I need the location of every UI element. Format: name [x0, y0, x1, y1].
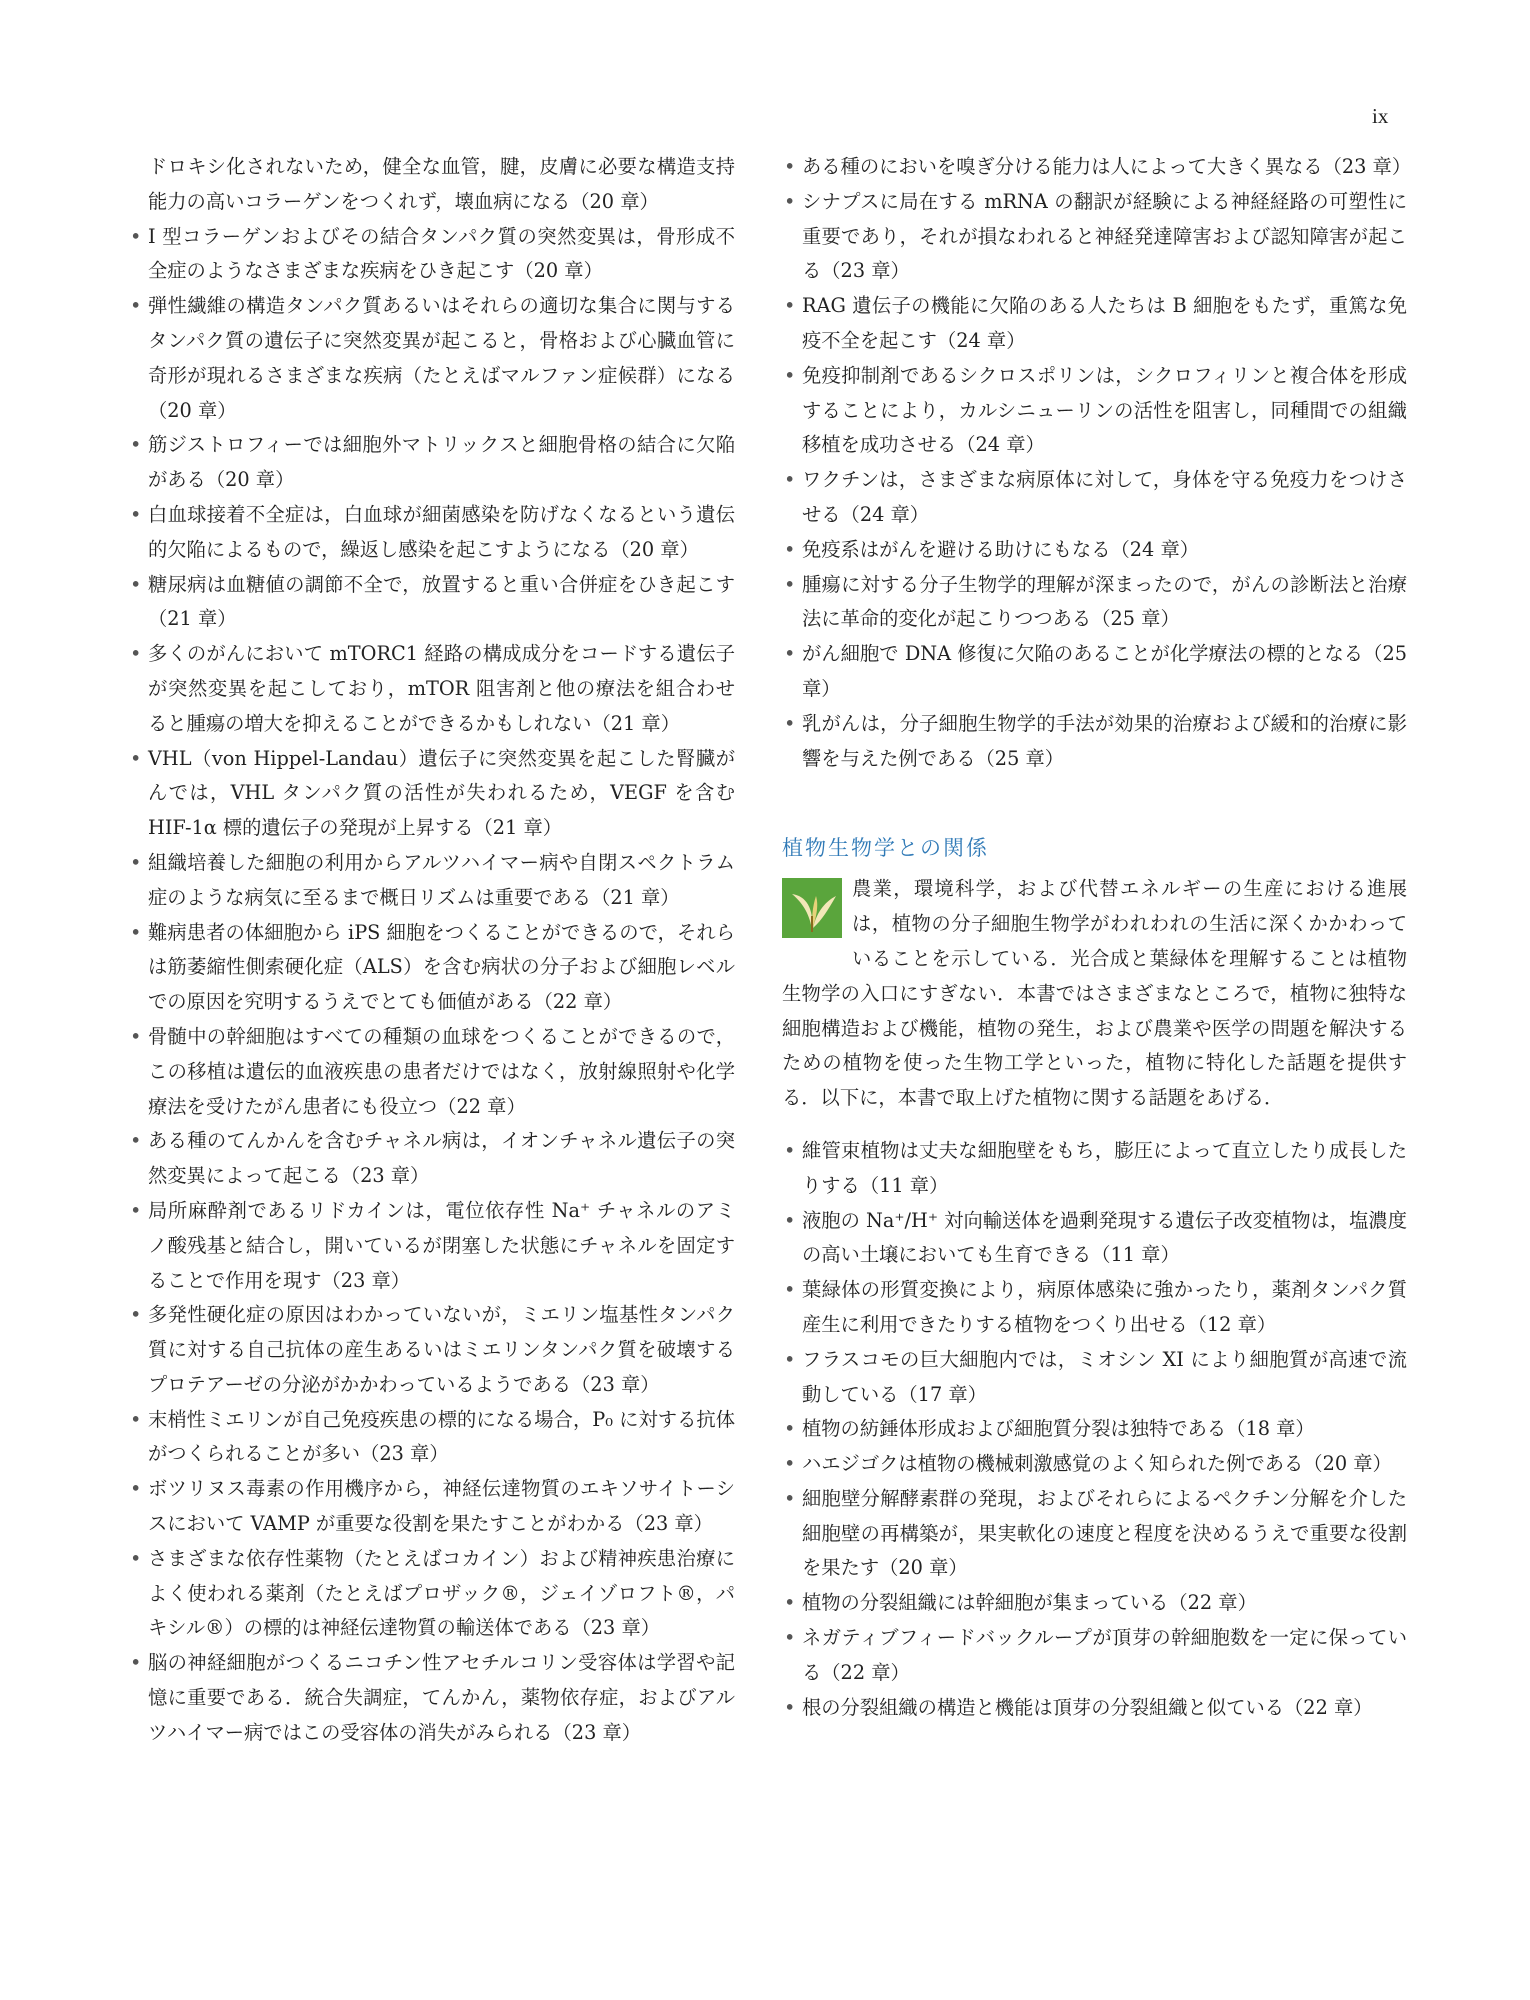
list-item: • フラスコモの巨大細胞内では，ミオシン XI により細胞質が高速で流動している（17 章）: [782, 1343, 1407, 1413]
list-item: • ある種のにおいを嗅ぎ分ける能力は人によって大きく異なる（23 章）: [782, 150, 1407, 185]
list-item: • 根の分裂組織の構造と機能は頂芽の分裂組織と似ている（22 章）: [782, 1691, 1407, 1726]
page-number: ix: [1372, 104, 1389, 128]
list-item: • RAG 遺伝子の機能に欠陥のある人たちは B 細胞をもたず，重篤な免疫不全を起こす（24 章）: [782, 289, 1407, 359]
plant-leaf-icon: [782, 878, 842, 938]
list-item: • 組織培養した細胞の利用からアルツハイマー病や自閉スペクトラム症のような病気に至るまで概日リズムは重要である（21 章）: [128, 846, 735, 916]
right-bullet-list: [782, 150, 1412, 776]
list-item: • 糖尿病は血糖値の調節不全で，放置すると重い合併症をひき起こす（21 章）: [128, 568, 735, 638]
list-item: • 白血球接着不全症は，白血球が細菌感染を防げなくなるという遺伝的欠陥によるもので，繰返し感染を起こすようになる（20 章）: [128, 498, 735, 568]
list-item: • 多発性硬化症の原因はわかっていないが，ミエリン塩基性タンパク質に対する自己抗体の産生あるいはミエリンタンパク質を破壊するプロテアーゼの分泌がかかわっているようである（23 章）: [128, 1298, 735, 1402]
list-item: • 免疫抑制剤であるシクロスポリンは，シクロフィリンと複合体を形成することにより，カルシニューリンの活性を阻害し，同種間での組織移植を成功させる（24 章）: [782, 359, 1407, 463]
list-item: • 多くのがんにおいて mTORC1 経路の構成成分をコードする遺伝子が突然変異を起こしており，mTOR 阻害剤と他の療法を組合わせると腫瘍の増大を抑えることができるかもしれない（21 章）: [128, 637, 735, 741]
left-column: [128, 150, 735, 1751]
list-item: • 難病患者の体細胞から iPS 細胞をつくることができるので，それらは筋萎縮性側索硬化症（ALS）を含む病状の分子および細胞レベルでの原因を究明するうえでとても価値がある（22 章）: [128, 916, 735, 1020]
list-item: • ネガティブフィードバックループが頂芽の幹細胞数を一定に保っている（22 章）: [782, 1621, 1407, 1691]
section-intro: [782, 872, 1407, 1116]
section-intro-text: 農業，環境科学，および代替エネルギーの生産における進展は，植物の分子細胞生物学がわれわれの生活に深くかかわっていることを示している．光合成と葉緑体を理解することは植物生物学の入口にすぎない．本書ではさまざまなところで，植物に独特な細胞構造および機能，植物の発生，および農業や医学の問題を解決するための植物を使った生物工学といった，植物に特化した話題を提供する．以下に，本書で取上げた植物に関する話題をあげる．: [782, 877, 1407, 1110]
section-title: 植物生物学との関係: [782, 836, 989, 861]
list-item: • シナプスに局在する mRNA の翻訳が経験による神経経路の可塑性に重要であり，それが損なわれると神経発達障害および認知障害が起こる（23 章）: [782, 185, 1407, 289]
list-item: • 液胞の Na⁺/H⁺ 対向輸送体を過剰発現する遺伝子改変植物は，塩濃度の高い土壌においても生育できる（11 章）: [782, 1204, 1407, 1274]
list-item: • さまざまな依存性薬物（たとえばコカイン）および精神疾患治療によく使われる薬剤（たとえばプロザック®，ジェイゾロフト®，パキシル®）の標的は神経伝達物質の輸送体である（23 章）: [128, 1542, 735, 1646]
list-item: • 植物の分裂組織には幹細胞が集まっている（22 章）: [782, 1586, 1407, 1621]
list-item: • がん細胞で DNA 修復に欠陥のあることが化学療法の標的となる（25 章）: [782, 637, 1407, 707]
list-item: • 植物の紡錘体形成および細胞質分裂は独特である（18 章）: [782, 1412, 1407, 1447]
list-item: • 弾性繊維の構造タンパク質あるいはそれらの適切な集合に関与するタンパク質の遺伝子に突然変異が起こると，骨格および心臓血管に奇形が現れるさまざまな疾病（たとえばマルファン症候群）になる（20 章）: [128, 289, 735, 428]
list-item: • 免疫系はがんを避ける助けにもなる（24 章）: [782, 533, 1407, 568]
list-item: • 乳がんは，分子細胞生物学的手法が効果的治療および緩和的治療に影響を与えた例である（25 章）: [782, 707, 1407, 777]
list-item: • ハエジゴクは植物の機械刺激感覚のよく知られた例である（20 章）: [782, 1447, 1407, 1482]
list-item: • 筋ジストロフィーでは細胞外マトリックスと細胞骨格の結合に欠陥がある（20 章）: [128, 428, 735, 498]
left-bullet-list: [128, 150, 735, 1751]
list-item: • 骨髄中の幹細胞はすべての種類の血球をつくることができるので，この移植は遺伝的血液疾患の患者だけではなく，放射線照射や化学療法を受けたがん患者にも役立つ（22 章）: [128, 1020, 735, 1124]
list-item: • VHL（von Hippel-Landau）遺伝子に突然変異を起こした腎臓がんでは，VHL タンパク質の活性が失われるため，VEGF を含む HIF-1α 標的遺伝子の発現が上昇する（21 章）: [128, 742, 735, 846]
list-item: • ある種のてんかんを含むチャネル病は，イオンチャネル遺伝子の突然変異によって起こる（23 章）: [128, 1124, 735, 1194]
list-item: • ボツリヌス毒素の作用機序から，神経伝達物質のエキソサイトーシスにおいて VAMP が重要な役割を果たすことがわかる（23 章）: [128, 1472, 735, 1542]
list-item: • ワクチンは，さまざまな病原体に対して，身体を守る免疫力をつけさせる（24 章）: [782, 463, 1407, 533]
right-column: [782, 150, 1412, 1725]
list-item: • 脳の神経細胞がつくるニコチン性アセチルコリン受容体は学習や記憶に重要である．統合失調症，てんかん，薬物依存症，およびアルツハイマー病ではこの受容体の消失がみられる（23 章）: [128, 1646, 735, 1750]
list-item: • 局所麻酔剤であるリドカインは，電位依存性 Na⁺ チャネルのアミノ酸残基と結合し，開いているが閉塞した状態にチャネルを固定することで作用を現す（23 章）: [128, 1194, 735, 1298]
list-item: • 末梢性ミエリンが自己免疫疾患の標的になる場合，P₀ に対する抗体がつくられることが多い（23 章）: [128, 1403, 735, 1473]
list-item: • 腫瘍に対する分子生物学的理解が深まったので，がんの診断法と治療法に革命的変化が起こりつつある（25 章）: [782, 568, 1407, 638]
list-item: • 維管束植物は丈夫な細胞壁をもち，膨圧によって直立したり成長したりする（11 章）: [782, 1134, 1407, 1204]
list-item: • 細胞壁分解酵素群の発現，およびそれらによるペクチン分解を介した細胞壁の再構築が，果実軟化の速度と程度を決めるうえで重要な役割を果たす（20 章）: [782, 1482, 1407, 1586]
continuation-text: ドロキシ化されないため，健全な血管，腱，皮膚に必要な構造支持能力の高いコラーゲンをつくれず，壊血病になる（20 章）: [148, 155, 735, 213]
list-item: • I 型コラーゲンおよびその結合タンパク質の突然変異は，骨形成不全症のようなさまざまな疾病をひき起こす（20 章）: [128, 220, 735, 290]
list-item: • 葉緑体の形質変換により，病原体感染に強かったり，薬剤タンパク質産生に利用できたりする植物をつくり出せる（12 章）: [782, 1273, 1407, 1343]
plant-bullet-list: [782, 1134, 1407, 1726]
